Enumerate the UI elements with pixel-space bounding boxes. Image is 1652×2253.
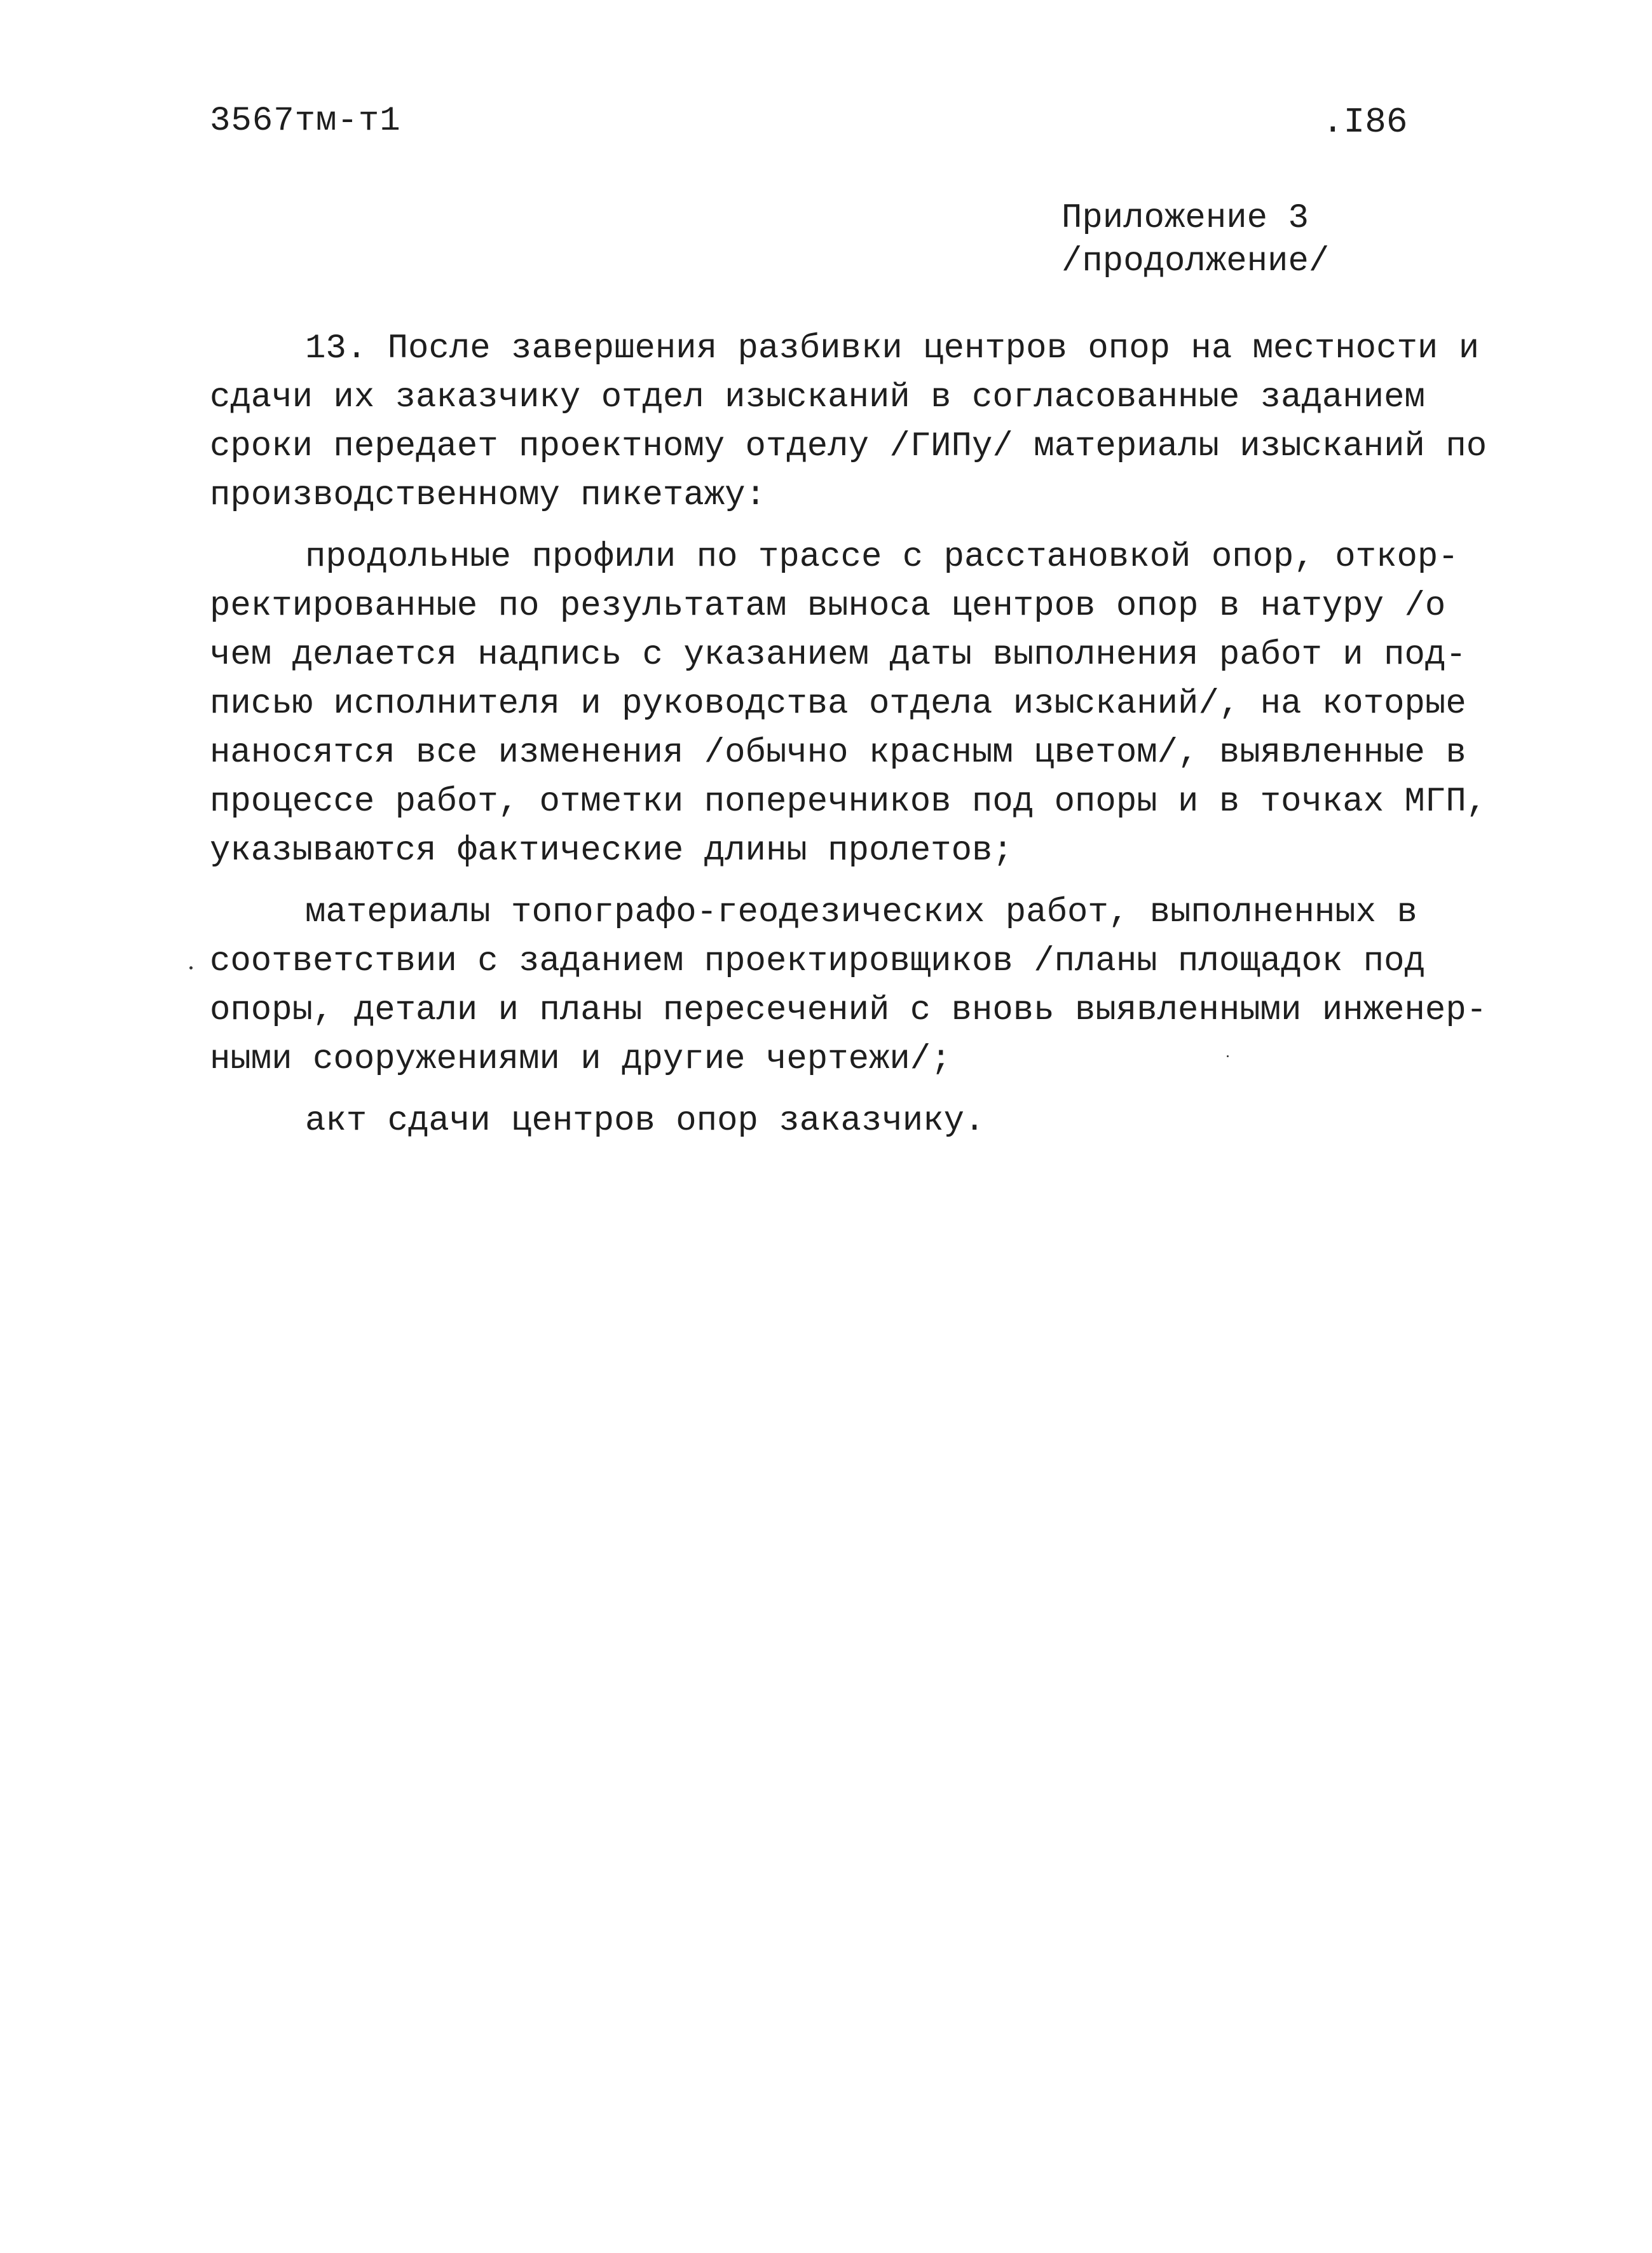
- text-line: чем делается надпись с указанием даты выполнения работ и под-: [210, 636, 1466, 675]
- paragraph-materials: [210, 888, 1487, 1084]
- appendix-label: [1062, 197, 1329, 284]
- text-line: ными сооружениями и другие чертежи/;: [210, 1040, 952, 1079]
- text-line: сроки передает проектному отделу /ГИПу/ материалы изысканий по: [210, 427, 1487, 466]
- text-line: сдачи их заказчику отдел изысканий в согласованные заданием: [210, 378, 1425, 417]
- text-line: процессе работ, отметки поперечников под опоры и в точках МГП,: [210, 783, 1487, 821]
- paragraph-13: [210, 324, 1487, 520]
- document-body: [210, 324, 1487, 1158]
- text-line: указываются фактические длины пролетов;: [210, 832, 1013, 870]
- text-line: ректированные по результатам выноса центров опор в натуру /о: [210, 587, 1446, 626]
- text-line: наносятся все изменения /обычно красным цветом/, выявленные в: [210, 734, 1466, 772]
- text-line: соответствии с заданием проектировщиков /планы площадок под: [210, 942, 1425, 981]
- appendix-continuation: /продолжение/: [1062, 242, 1330, 281]
- page-number: .I86: [1322, 102, 1408, 142]
- text-line: материалы топографо-геодезических работ, выполненных в: [305, 893, 1417, 932]
- text-line: производственному пикетажу:: [210, 476, 766, 515]
- text-line: продольные профили по трассе с расстановкой опор, откор-: [305, 538, 1459, 577]
- paragraph-profiles: [210, 533, 1487, 875]
- text-line: опоры, детали и планы пересечений с вновь выявленными инженер-: [210, 991, 1487, 1030]
- text-line: писью исполнителя и руководства отдела изысканий/, на которые: [210, 685, 1466, 723]
- document-code: 3567тм-т1: [210, 102, 401, 140]
- paragraph-act: [210, 1097, 1456, 1146]
- text-line: акт сдачи центров опор заказчику.: [305, 1102, 985, 1140]
- appendix-title: Приложение 3: [1062, 199, 1309, 238]
- scan-speck: [189, 966, 193, 969]
- text-line: 13. После завершения разбивки центров опор на местности и: [305, 329, 1480, 368]
- scan-speck: [1227, 1055, 1229, 1057]
